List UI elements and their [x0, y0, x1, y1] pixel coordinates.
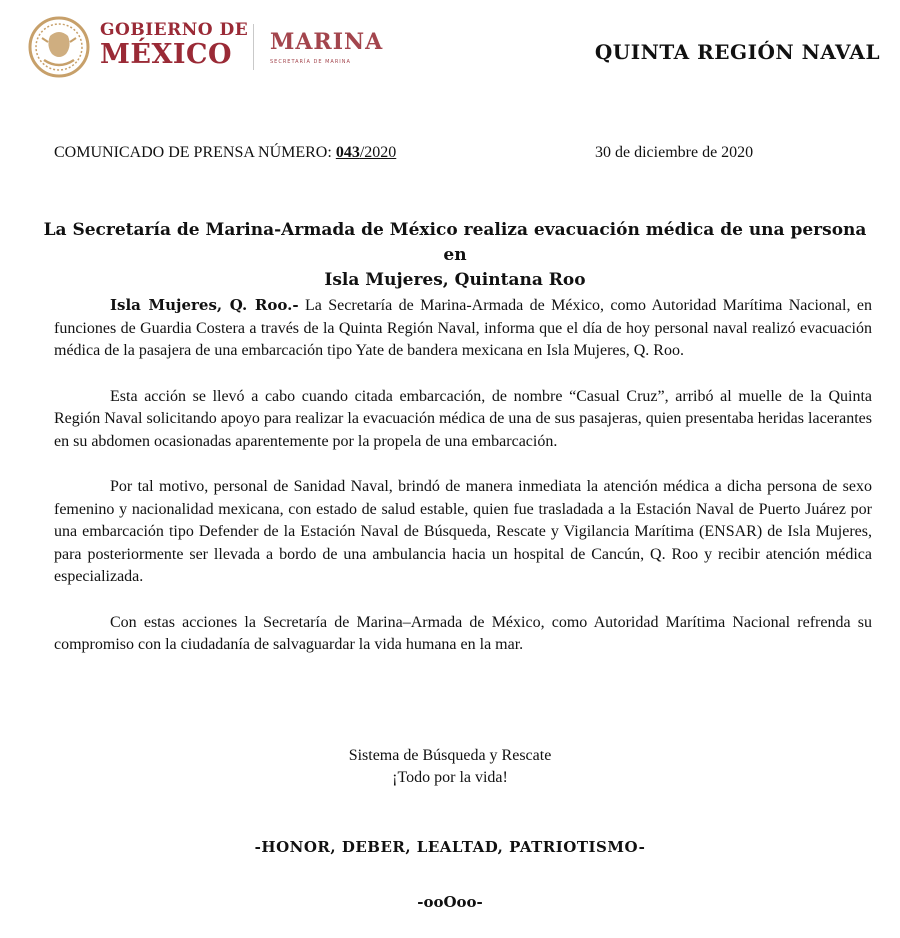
- government-logo: [100, 20, 249, 70]
- headline: [40, 218, 870, 293]
- ending-mark: -ooOoo-: [417, 893, 483, 911]
- marina-subtitle: SECRETARÍA DE MARINA: [270, 59, 351, 65]
- press-number-value: 043: [335, 144, 360, 161]
- marina-title: MARINA: [270, 29, 384, 55]
- paragraph-3: Por tal motivo, personal de Sanidad Naval, brindó de manera inmediata la atención médica a dicha persona de sexo femenino y nacionalidad mexicana, con estado de salud estable, quien fue trasladada a la Estación Naval de Puerto Juárez por una embarcación tipo Defender de la Estación Naval de Búsqueda, Rescate y Vigilancia Marítima (ENSAR) de Isla Mujeres, para posteriormente ser llevada a bordo de una ambulancia hacia un hospital de Cancún, Q. Roo y recibir atención médica especializada.: [54, 478, 872, 585]
- press-label: COMUNICADO DE PRENSA NÚMERO:: [54, 144, 336, 161]
- signoff: [0, 745, 900, 789]
- press-number: [54, 143, 396, 163]
- coat-of-arms-seal-icon: [28, 16, 90, 78]
- gov-line1: GOBIERNO DE: [100, 20, 249, 40]
- article-body: [54, 294, 872, 680]
- signoff-line1: Sistema de Búsqueda y Rescate: [348, 747, 552, 764]
- region-title: QUINTA REGIÓN NAVAL: [594, 40, 880, 64]
- paragraph-2: Esta acción se llevó a cabo cuando citada embarcación, de nombre “Casual Cruz”, arribó al muelle de la Quinta Región Naval solicitando apoyo para realizar la evacuación médica de una de sus pasajeras, quien presentaba heridas lacerantes en su abdomen ocasionadas aparentemente por la propela de una embarcación.: [54, 387, 872, 450]
- gov-line2: MÉXICO: [100, 39, 233, 70]
- dateline: Isla Mujeres, Q. Roo.-: [110, 296, 299, 314]
- letterhead: [0, 0, 900, 90]
- press-date: 30 de diciembre de 2020: [595, 144, 754, 161]
- paragraph-1: [54, 294, 872, 363]
- paragraph-1-text: La Secretaría de Marina-Armada de México, como Autoridad Marítima Nacional, en funciones de Guardia Costera a través de la Quinta Región Naval, informa que el día de hoy personal naval realizó evacuación médica de la pasajera de una embarcación tipo Yate de bandera mexicana en Isla Mujeres, Q. Roo.: [54, 297, 872, 359]
- marina-logo: [270, 30, 410, 66]
- motto: -HONOR, DEBER, LEALTAD, PATRIOTISMO-: [254, 838, 646, 856]
- headline-line1: La Secretaría de Marina-Armada de México realiza evacuación médica de una persona en: [43, 220, 867, 265]
- headline-line2: Isla Mujeres, Quintana Roo: [324, 270, 586, 290]
- press-year: /2020: [359, 144, 397, 161]
- paragraph-4: Con estas acciones la Secretaría de Marina–Armada de México, como Autoridad Marítima Nacional refrenda su compromiso con la ciudadanía de salvaguardar la vida humana en la mar.: [54, 613, 872, 653]
- signoff-line2: ¡Todo por la vida!: [392, 769, 508, 786]
- logo-divider: [253, 24, 254, 70]
